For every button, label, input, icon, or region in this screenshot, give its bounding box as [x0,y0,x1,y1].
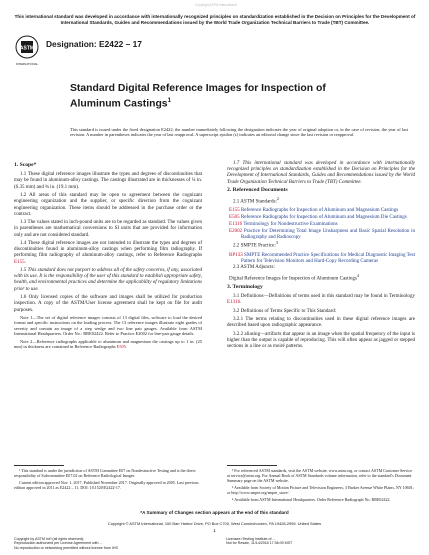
footnote-1b: Current edition approved Nov. 1, 2017. Published November 2017. Originally approved in 2005. Last previous edition approved in 2011 as E2422 – 11. DOI: 10.1520/E2422-17. [14,480,199,490]
note-1: Note 1—The set of digital reference images consists of 13 digital files, software to load the desired format and specific instructions on the loading process. The 13 reference images illustrate eight grades of severity and contain an image of a step wedge and two line pair gauges. Available from ASTM International Headquarters. Order No.: RRE02422. Refer to Practice E2002 for line-pair gauge details. [14,314,202,337]
footnote-3: ³ Available from Society of Motion Picture and Television Engineers, 3 Barker Avenue White Plains, NY 10601; or http://www.smpte.org/smpte_store/. [227,485,414,495]
paragraph-1-6: 1.6 Only licensed copies of the software and images shall be utilized for production inspection. A copy of the ASTM/User license agreement shall be kept on file for audit purposes. [14,294,202,313]
license-left: Copyright by ASTM Int'l (all rights reserved); Reproduction authorized per License Agreement with ... No reproduction or networking permitted without license from IHS [14,537,118,550]
section-heading-referenced-documents: 2. Referenced Documents [227,187,288,194]
subsection-2-3: 2.3 ASTM Adjuncts: [233,264,275,271]
right-column [227,160,415,351]
section-heading-scope: 1. Scope* [14,162,37,168]
top-stamp: Copyright ASTM International [195,3,237,7]
paragraph-1-3: 1.3 The values stated in inch-pound units are to be regarded as standard. The values given in parentheses are mathematical conversions to SI units that are provided for information only and are not considered standard. [14,219,202,238]
ref-link-e155[interactable]: E155 [14,258,25,265]
designation: Designation: E2422 – 17 [46,39,142,49]
footnote-rule-left [14,465,64,466]
footnote-1: ¹ This standard is under the jurisdiction of ASTM Committee E07 on Nondestructive Testing and is the direct responsibility of Subcommittee E07.02 on Reference Radiological Images. [14,468,196,478]
page-number: 1 [213,528,216,533]
reference-list [227,207,415,240]
reference-item[interactable]: E1316 Terminology for Nondestructive Examinations [229,220,338,227]
license-right: Licensee=Testing Institute of ... Not for Resale, 11/14/2018 17:36:09 MST [226,537,293,546]
paragraph-1-5: 1.5 This standard does not purport to address all of the safety concerns, if any, associated with its use. It is the responsibility of the user of this standard to establish appropriate safety, health, and environmental practices and determine the applicability of regulatory limitations prior to use. [14,267,202,292]
section-heading-terminology: 3. Terminology [227,283,263,290]
summary-of-changes: *A Summary of Changes section appears at the end of this standard [140,510,289,515]
svg-text:ASTM: ASTM [19,45,35,52]
ref-link-e505[interactable]: E505 [116,343,126,349]
footnotes-left [14,468,202,492]
note-2: Note 2—Reference radiographs applicable to aluminum and magnesium die castings up to 1 in. (25 mm) in thickness are contained in Reference Radiographs E505. [14,338,202,349]
subsection-2-2: 2.2 SMPTE Practice:$^3$ [233,240,278,250]
subsection-2-1: 2.1 ASTM Standards:$^2$ [233,196,279,205]
astm-logo-icon [15,35,39,69]
paragraph-3-2-2: 3.2.2 aliasing—artifacts that appear in an image when the spatial frequency of the input is higher than the output is capable of reproducing. This will often appear as jagged or stepped sections in a line or as moiré patterns. [227,330,415,350]
paragraph-1-7: 1.7 This international standard was developed in accordance with internationally recognized principles on standardization established in the Decision on Principles for the Development of International Standards, Guides and Recommendations issued by the World Trade Organization Technical Barriers to Trade (TBT) Committee. [227,160,415,185]
left-column [14,160,202,351]
paragraph-3-2-1: 3.2.1 The terms relating to discontinuities used in these digital reference images are described based upon radiographic appearance. [227,316,415,329]
page-title: Standard Digital Reference Images for Inspection of Aluminum Castings$^1$ [70,83,326,110]
smpte-reference[interactable]: RP133 SMPTE Recommended Practice Specifications for Medical Diagnostic Imaging Test Pattern for Television Monitors and Hard-Copy Recording Cameras [229,251,415,264]
paragraph-3-2: 3.2 Definitions of Terms Specific to This Standard: [233,307,337,314]
copyright-line: Copyright © ASTM International, 100 Barr Harbor Drive, PO Box C700, West Conshohocken, PA 19428-2959. United States [107,521,322,526]
footnote-4: ⁴ Available from ASTM International Headquarters. Order Reference Radiograph No. RRE02422. [232,497,391,502]
paragraph-3-1: 3.1 Definitions—Definitions of terms used in this standard may be found in Terminology E1316. [227,292,415,306]
reference-item[interactable]: E2002 Practice for Determining Total Image Unsharpness and Basic Spatial Resolution in Radiography and Radioscopy [229,227,415,240]
footnote-rule-right [227,465,277,466]
paragraph-1-2: 1.2 All areas of this standard may be open to agreement between the cognizant engineering organization and the supplier, or specific direction from the cognizant engineering organization. These items should be addressed in the purchase order or the contract. [14,192,202,217]
footnote-2: ² For referenced ASTM standards, visit the ASTM website, www.astm.org, or contact ASTM Customer Service at service@astm.org. For Annual Book of ASTM Standards volume information, refer to the standard's Document Summary page on the ASTM website. [227,468,413,483]
paragraph-1-1: 1.1 These digital reference images illustrate the types and degrees of discontinuities that may be found in aluminum-alloy castings. The castings illustrated are in thicknesses of ¼ in. (6.35 mm) and ¾ in. (19.1 mm). [14,171,202,190]
intro-paragraph: This standard is issued under the fixed designation E2422; the number immediately following the designation indicates the year of original adoption or, in the case of revision, the year of last revision. A number in parentheses indicates the year of last reapproval. A superscript epsilon (ε) indicates an editorial change since the last revision or reapproval. [70,127,408,138]
ref-link-e1316[interactable]: E1316 [227,299,241,306]
adjunct-reference: Digital Reference Images for Inspection of Aluminum Castings$^4$ [229,272,360,282]
paragraph-1-4: 1.4 These digital reference images are not intended to illustrate the types and degrees of discontinuities found in aluminum-alloy castings when performing film radiography. If performing film radiography of aluminum-alloy castings, refer to Reference Radiographs E155. [14,239,202,265]
reference-item[interactable]: E155 Reference Radiographs for Inspection of Aluminum and Magnesium Castings [229,207,399,214]
footnotes-right [227,468,415,504]
logo-text: INTERNATIONAL [15,62,39,66]
wto-notice: This international standard was developed in accordance with internationally recognized principles on standardization established in the Decision on Principles for the Development of International Standards, Guides and Recommendations issued by the World Trade Organization Technical Barriers to Trade (TBT) Committee. [14,14,416,25]
reference-item[interactable]: E505 Reference Radiographs for Inspection of Aluminum and Magnesium Die Castings [229,214,407,221]
